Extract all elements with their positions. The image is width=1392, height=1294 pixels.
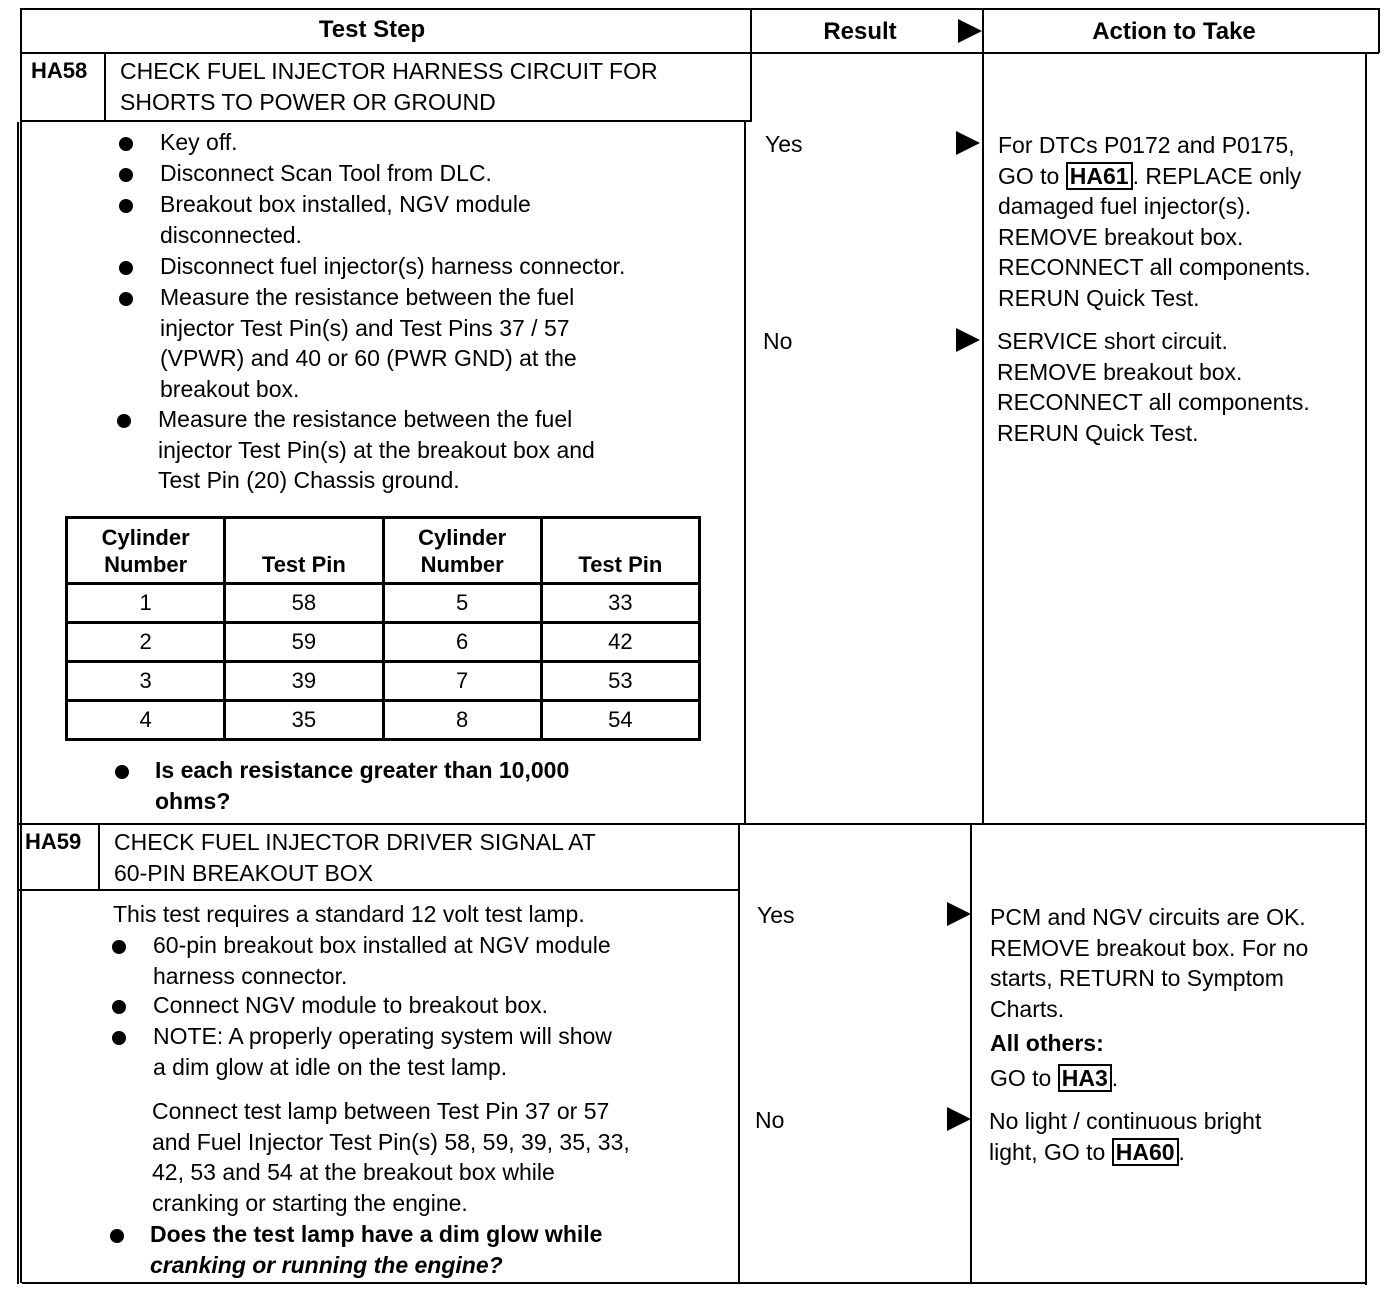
table-row <box>67 662 700 701</box>
question-line: ohms? <box>155 787 231 814</box>
action-line: PCM and NGV circuits are OK. <box>990 904 1306 930</box>
ha59-question <box>150 1219 602 1280</box>
question-line: cranking or running the engine? <box>150 1251 503 1278</box>
ha58-question <box>155 755 569 816</box>
ha61-link[interactable]: HA61 <box>1066 162 1133 190</box>
step-line: Disconnect Scan Tool from DLC. <box>160 160 492 186</box>
ha59-result-yes: Yes <box>757 902 795 928</box>
col-divider-2 <box>982 8 984 825</box>
table-header-cell: Cylinder Number <box>383 518 541 584</box>
table-cell: 2 <box>67 623 225 662</box>
outer-border-left <box>20 8 22 1283</box>
action-line: GO to HA3 . <box>990 1064 1119 1091</box>
table-header-cell: Test Pin <box>541 518 699 584</box>
ha58-id-divider <box>104 53 106 121</box>
step-line: Disconnect fuel injector(s) harness connector. <box>160 253 626 279</box>
step-line: disconnected. <box>160 221 302 248</box>
action-line: Charts. <box>990 995 1065 1022</box>
step-line: Breakout box installed, NGV module <box>160 191 531 217</box>
bullet-icon <box>119 261 133 275</box>
ha59-step-3 <box>153 1021 612 1082</box>
table-row <box>67 701 700 740</box>
action-line: REMOVE breakout box. For no <box>990 934 1309 961</box>
ha58-step-5 <box>160 282 577 404</box>
action-line: For DTCs P0172 and P0175, <box>998 132 1295 158</box>
table-cell: 35 <box>225 701 383 740</box>
table-cell: 59 <box>225 623 383 662</box>
ha59-id-divider <box>98 825 100 891</box>
table-cell: 3 <box>67 662 225 701</box>
header-divider <box>22 52 1379 54</box>
result-arrow-icon <box>956 131 980 155</box>
ha60-link[interactable]: HA60 <box>1112 1138 1179 1166</box>
step-line: Key off. <box>160 129 238 155</box>
step-line: 60-pin breakout box installed at NGV module <box>153 932 611 958</box>
step-line: Test Pin (20) Chassis ground. <box>158 467 460 493</box>
header-result: Result <box>823 18 897 45</box>
action-line: No light / continuous bright <box>989 1108 1262 1134</box>
step-line: breakout box. <box>160 375 300 402</box>
bullet-icon <box>110 1229 124 1243</box>
bullet-icon <box>119 168 133 182</box>
bullet-icon <box>112 940 126 954</box>
table-cell: 6 <box>383 623 541 662</box>
result-arrow-icon <box>947 902 971 926</box>
ha3-link[interactable]: HA3 <box>1058 1064 1112 1092</box>
bullet-icon <box>119 199 133 213</box>
ha58-step-6 <box>158 404 595 496</box>
connect-line: 42, 53 and 54 at the breakout box while <box>152 1159 555 1185</box>
ha59-no-action <box>989 1106 1261 1167</box>
action-line: REMOVE breakout box. <box>997 358 1243 385</box>
table-row <box>67 584 700 623</box>
outer-border-right-lower <box>1365 53 1367 1285</box>
col-divider-1-top <box>750 8 752 122</box>
ha58-title-line: CHECK FUEL INJECTOR HARNESS CIRCUIT FOR <box>120 58 658 84</box>
ha59-step-1 <box>153 930 611 991</box>
table-header-cell: Cylinder Number <box>67 518 225 584</box>
ha59-intro: This test requires a standard 12 volt test lamp. <box>113 901 585 927</box>
section-divider <box>18 823 1367 825</box>
ha58-step-2 <box>160 158 492 189</box>
bullet-icon <box>117 414 131 428</box>
step-line: NOTE: A properly operating system will show <box>153 1023 612 1049</box>
action-line: SERVICE short circuit. <box>997 328 1228 354</box>
col-divider-2-ha59 <box>970 825 972 1284</box>
ha58-step-1 <box>160 127 238 158</box>
outer-border-right <box>1378 8 1380 53</box>
ha58-title <box>120 56 658 117</box>
step-line: a dim glow at idle on the test lamp. <box>153 1053 508 1080</box>
result-arrow-icon <box>947 1107 971 1131</box>
ha58-title-line: SHORTS TO POWER OR GROUND <box>120 88 496 115</box>
col-divider-1-ha59 <box>738 825 740 1284</box>
table-cell: 54 <box>541 701 699 740</box>
table-cell: 7 <box>383 662 541 701</box>
table-cell: 58 <box>225 584 383 623</box>
action-line: RECONNECT all components. <box>997 389 1310 415</box>
step-line: Measure the resistance between the fuel <box>160 284 575 310</box>
header-test-step: Test Step <box>318 16 426 43</box>
step-line: injector Test Pin(s) at the breakout box and <box>158 436 595 463</box>
bullet-icon <box>119 137 133 151</box>
ha58-result-yes: Yes <box>765 131 803 157</box>
table-header-row <box>67 518 700 584</box>
ha59-title-line: 60-PIN BREAKOUT BOX <box>114 859 374 886</box>
table-cell: 53 <box>541 662 699 701</box>
connect-line: and Fuel Injector Test Pin(s) 58, 59, 39, 35, 33, <box>152 1128 630 1155</box>
table-cell: 42 <box>541 623 699 662</box>
ha58-step-4 <box>160 251 625 282</box>
ha58-yes-action <box>998 130 1311 313</box>
bullet-icon <box>115 765 129 779</box>
left-border-lower <box>17 122 19 1284</box>
ha58-no-action <box>997 326 1310 448</box>
connect-line: cranking or starting the engine. <box>152 1189 468 1216</box>
table-row <box>67 623 700 662</box>
ha59-connect <box>152 1096 630 1218</box>
cylinder-test-pin-table <box>65 516 701 741</box>
table-cell: 33 <box>541 584 699 623</box>
ha59-result-no: No <box>755 1107 785 1133</box>
result-arrow-icon <box>956 328 980 352</box>
action-line: RERUN Quick Test. <box>997 419 1199 446</box>
action-line: damaged fuel injector(s). <box>998 193 1252 219</box>
ha59-step-2 <box>153 990 548 1021</box>
ha59-id: HA59 <box>25 829 82 854</box>
bullet-icon <box>112 1031 126 1045</box>
step-line: Connect NGV module to breakout box. <box>153 992 549 1018</box>
step-line: (VPWR) and 40 or 60 (PWR GND) at the <box>160 345 577 371</box>
step-line: Measure the resistance between the fuel <box>158 406 573 432</box>
ha59-yes-action <box>990 902 1308 1093</box>
ha58-title-divider <box>22 120 752 122</box>
table-cell: 1 <box>67 584 225 623</box>
ha58-step-3 <box>160 189 531 250</box>
outer-border-top <box>22 8 1379 10</box>
connect-line: Connect test lamp between Test Pin 37 or 57 <box>152 1098 610 1124</box>
outer-border-bottom <box>22 1282 1367 1284</box>
ha59-title-line: CHECK FUEL INJECTOR DRIVER SIGNAL AT <box>114 829 596 855</box>
table-cell: 5 <box>383 584 541 623</box>
all-others-label: All others: <box>990 1030 1104 1056</box>
action-line: light, GO to HA60 . <box>989 1138 1185 1165</box>
action-line: GO to HA61 . REPLACE only <box>998 162 1302 189</box>
ha58-result-no: No <box>763 328 793 354</box>
question-line: Does the test lamp have a dim glow while <box>150 1221 603 1247</box>
action-line: RERUN Quick Test. <box>998 284 1200 311</box>
question-line: Is each resistance greater than 10,000 <box>155 757 570 783</box>
table-cell: 4 <box>67 701 225 740</box>
step-line: harness connector. <box>153 962 348 989</box>
step-line: injector Test Pin(s) and Test Pins 37 / 57 <box>160 314 570 341</box>
bullet-icon <box>112 1000 126 1014</box>
ha58-id: HA58 <box>31 58 88 83</box>
action-line: RECONNECT all components. <box>998 254 1311 280</box>
col-divider-1-bottom <box>744 122 746 825</box>
table-cell: 8 <box>383 701 541 740</box>
table-cell: 39 <box>225 662 383 701</box>
ha59-title-divider <box>18 889 740 891</box>
bullet-icon <box>119 292 133 306</box>
ha59-title <box>114 827 596 888</box>
header-arrow-icon <box>958 19 982 43</box>
table-header-cell: Test Pin <box>225 518 383 584</box>
action-line: REMOVE breakout box. <box>998 223 1244 250</box>
action-line: starts, RETURN to Symptom <box>990 965 1284 991</box>
header-action: Action to Take <box>1092 18 1256 45</box>
